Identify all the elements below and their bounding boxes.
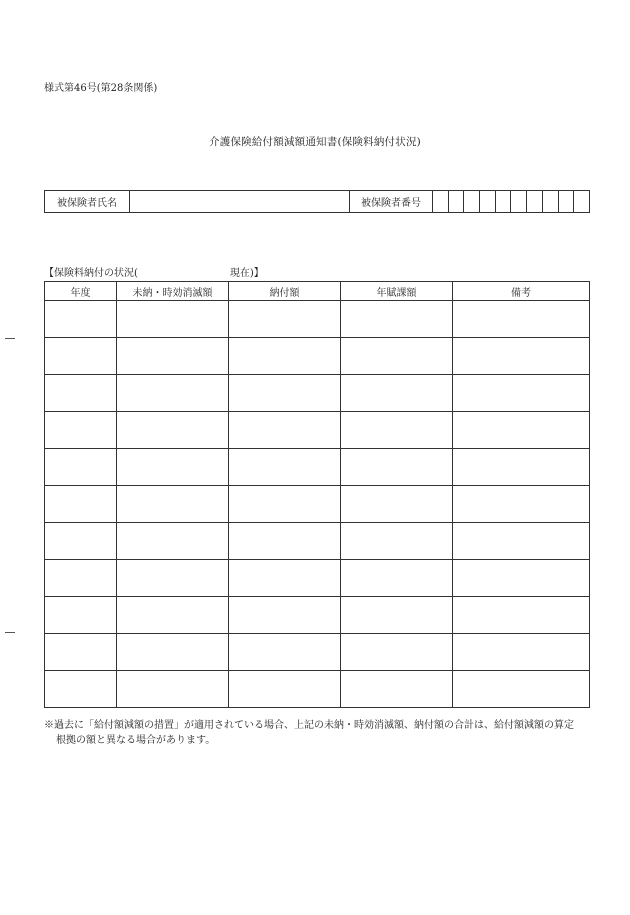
table-row — [45, 597, 590, 634]
cell-remarks[interactable] — [453, 486, 590, 523]
column-header-fiscal-year: 年度 — [45, 282, 117, 301]
column-header-unpaid-amount: 未納・時効消滅額 — [117, 282, 229, 301]
binding-mark-lower — [5, 632, 15, 633]
cell-unpaid-amount[interactable] — [117, 634, 229, 671]
column-header-remarks: 備考 — [453, 282, 590, 301]
cell-fiscal-year[interactable] — [45, 523, 117, 560]
cell-unpaid-amount[interactable] — [117, 560, 229, 597]
payment-status-table — [44, 281, 590, 708]
insured-name-field[interactable] — [130, 191, 350, 213]
cell-annual-levy[interactable] — [341, 375, 453, 412]
cell-fiscal-year[interactable] — [45, 449, 117, 486]
column-header-paid-amount: 納付額 — [229, 282, 341, 301]
payment-status-caption-open: 【保険料納付の状況( — [44, 268, 138, 279]
cell-annual-levy[interactable] — [341, 560, 453, 597]
cell-paid-amount[interactable] — [229, 449, 341, 486]
cell-paid-amount[interactable] — [229, 338, 341, 375]
document-title: 介護保険給付額減額通知書(保険料納付状況) — [209, 136, 421, 148]
table-row — [45, 560, 590, 597]
insured-number-digit[interactable] — [511, 191, 527, 213]
payment-table-body — [45, 301, 590, 708]
cell-remarks[interactable] — [453, 671, 590, 708]
table-row — [45, 449, 590, 486]
cell-fiscal-year[interactable] — [45, 338, 117, 375]
cell-paid-amount[interactable] — [229, 375, 341, 412]
cell-annual-levy[interactable] — [341, 597, 453, 634]
cell-fiscal-year[interactable] — [45, 412, 117, 449]
cell-paid-amount[interactable] — [229, 634, 341, 671]
insured-number-digit[interactable] — [448, 191, 464, 213]
cell-unpaid-amount[interactable] — [117, 671, 229, 708]
cell-annual-levy[interactable] — [341, 671, 453, 708]
table-row — [45, 338, 590, 375]
cell-fiscal-year[interactable] — [45, 597, 117, 634]
cell-remarks[interactable] — [453, 412, 590, 449]
insured-info-table — [44, 190, 590, 213]
cell-unpaid-amount[interactable] — [117, 523, 229, 560]
payment-status-caption-close: 現在)】 — [229, 268, 264, 279]
form-number: 様式第46号(第28条関係) — [44, 83, 158, 94]
cell-fiscal-year[interactable] — [45, 375, 117, 412]
cell-fiscal-year[interactable] — [45, 486, 117, 523]
cell-paid-amount[interactable] — [229, 412, 341, 449]
cell-unpaid-amount[interactable] — [117, 301, 229, 338]
cell-paid-amount[interactable] — [229, 560, 341, 597]
table-row — [45, 486, 590, 523]
payment-status-caption — [44, 268, 264, 280]
binding-mark-upper — [5, 338, 15, 339]
cell-remarks[interactable] — [453, 338, 590, 375]
cell-unpaid-amount[interactable] — [117, 486, 229, 523]
insured-number-label: 被保険者番号 — [350, 191, 433, 213]
table-row — [45, 375, 590, 412]
cell-paid-amount[interactable] — [229, 523, 341, 560]
cell-paid-amount[interactable] — [229, 671, 341, 708]
insured-number-digit[interactable] — [574, 191, 590, 213]
cell-unpaid-amount[interactable] — [117, 412, 229, 449]
cell-annual-levy[interactable] — [341, 523, 453, 560]
cell-fiscal-year[interactable] — [45, 634, 117, 671]
cell-annual-levy[interactable] — [341, 301, 453, 338]
cell-paid-amount[interactable] — [229, 486, 341, 523]
cell-paid-amount[interactable] — [229, 597, 341, 634]
insured-name-label: 被保険者氏名 — [45, 191, 130, 213]
cell-remarks[interactable] — [453, 634, 590, 671]
insured-number-digit[interactable] — [542, 191, 558, 213]
insured-info-row — [45, 191, 590, 213]
table-row — [45, 634, 590, 671]
cell-annual-levy[interactable] — [341, 634, 453, 671]
insured-number-digit[interactable] — [464, 191, 480, 213]
cell-annual-levy[interactable] — [341, 338, 453, 375]
cell-fiscal-year[interactable] — [45, 560, 117, 597]
cell-unpaid-amount[interactable] — [117, 449, 229, 486]
cell-remarks[interactable] — [453, 523, 590, 560]
insured-number-digit[interactable] — [480, 191, 496, 213]
insured-number-digit[interactable] — [558, 191, 574, 213]
insured-number-digit[interactable] — [495, 191, 511, 213]
cell-fiscal-year[interactable] — [45, 671, 117, 708]
footnote-line-1: ※過去に「給付額減額の措置」が適用されている場合、上記の未納・時効消滅額、納付額の合計は、給付額減額の算定 — [44, 720, 574, 731]
cell-remarks[interactable] — [453, 560, 590, 597]
cell-fiscal-year[interactable] — [45, 301, 117, 338]
cell-paid-amount[interactable] — [229, 301, 341, 338]
table-row — [45, 301, 590, 338]
cell-annual-levy[interactable] — [341, 486, 453, 523]
insured-number-digit[interactable] — [527, 191, 543, 213]
cell-remarks[interactable] — [453, 301, 590, 338]
insured-number-digit[interactable] — [433, 191, 449, 213]
footnote — [44, 718, 594, 748]
payment-table-header-row — [45, 282, 590, 301]
cell-unpaid-amount[interactable] — [117, 338, 229, 375]
table-row — [45, 671, 590, 708]
column-header-annual-levy: 年賦課額 — [341, 282, 453, 301]
cell-remarks[interactable] — [453, 597, 590, 634]
cell-unpaid-amount[interactable] — [117, 375, 229, 412]
cell-unpaid-amount[interactable] — [117, 597, 229, 634]
table-row — [45, 412, 590, 449]
cell-remarks[interactable] — [453, 449, 590, 486]
cell-annual-levy[interactable] — [341, 449, 453, 486]
table-row — [45, 523, 590, 560]
cell-remarks[interactable] — [453, 375, 590, 412]
footnote-line-2: 根拠の額と異なる場合があります。 — [56, 735, 216, 746]
cell-annual-levy[interactable] — [341, 412, 453, 449]
